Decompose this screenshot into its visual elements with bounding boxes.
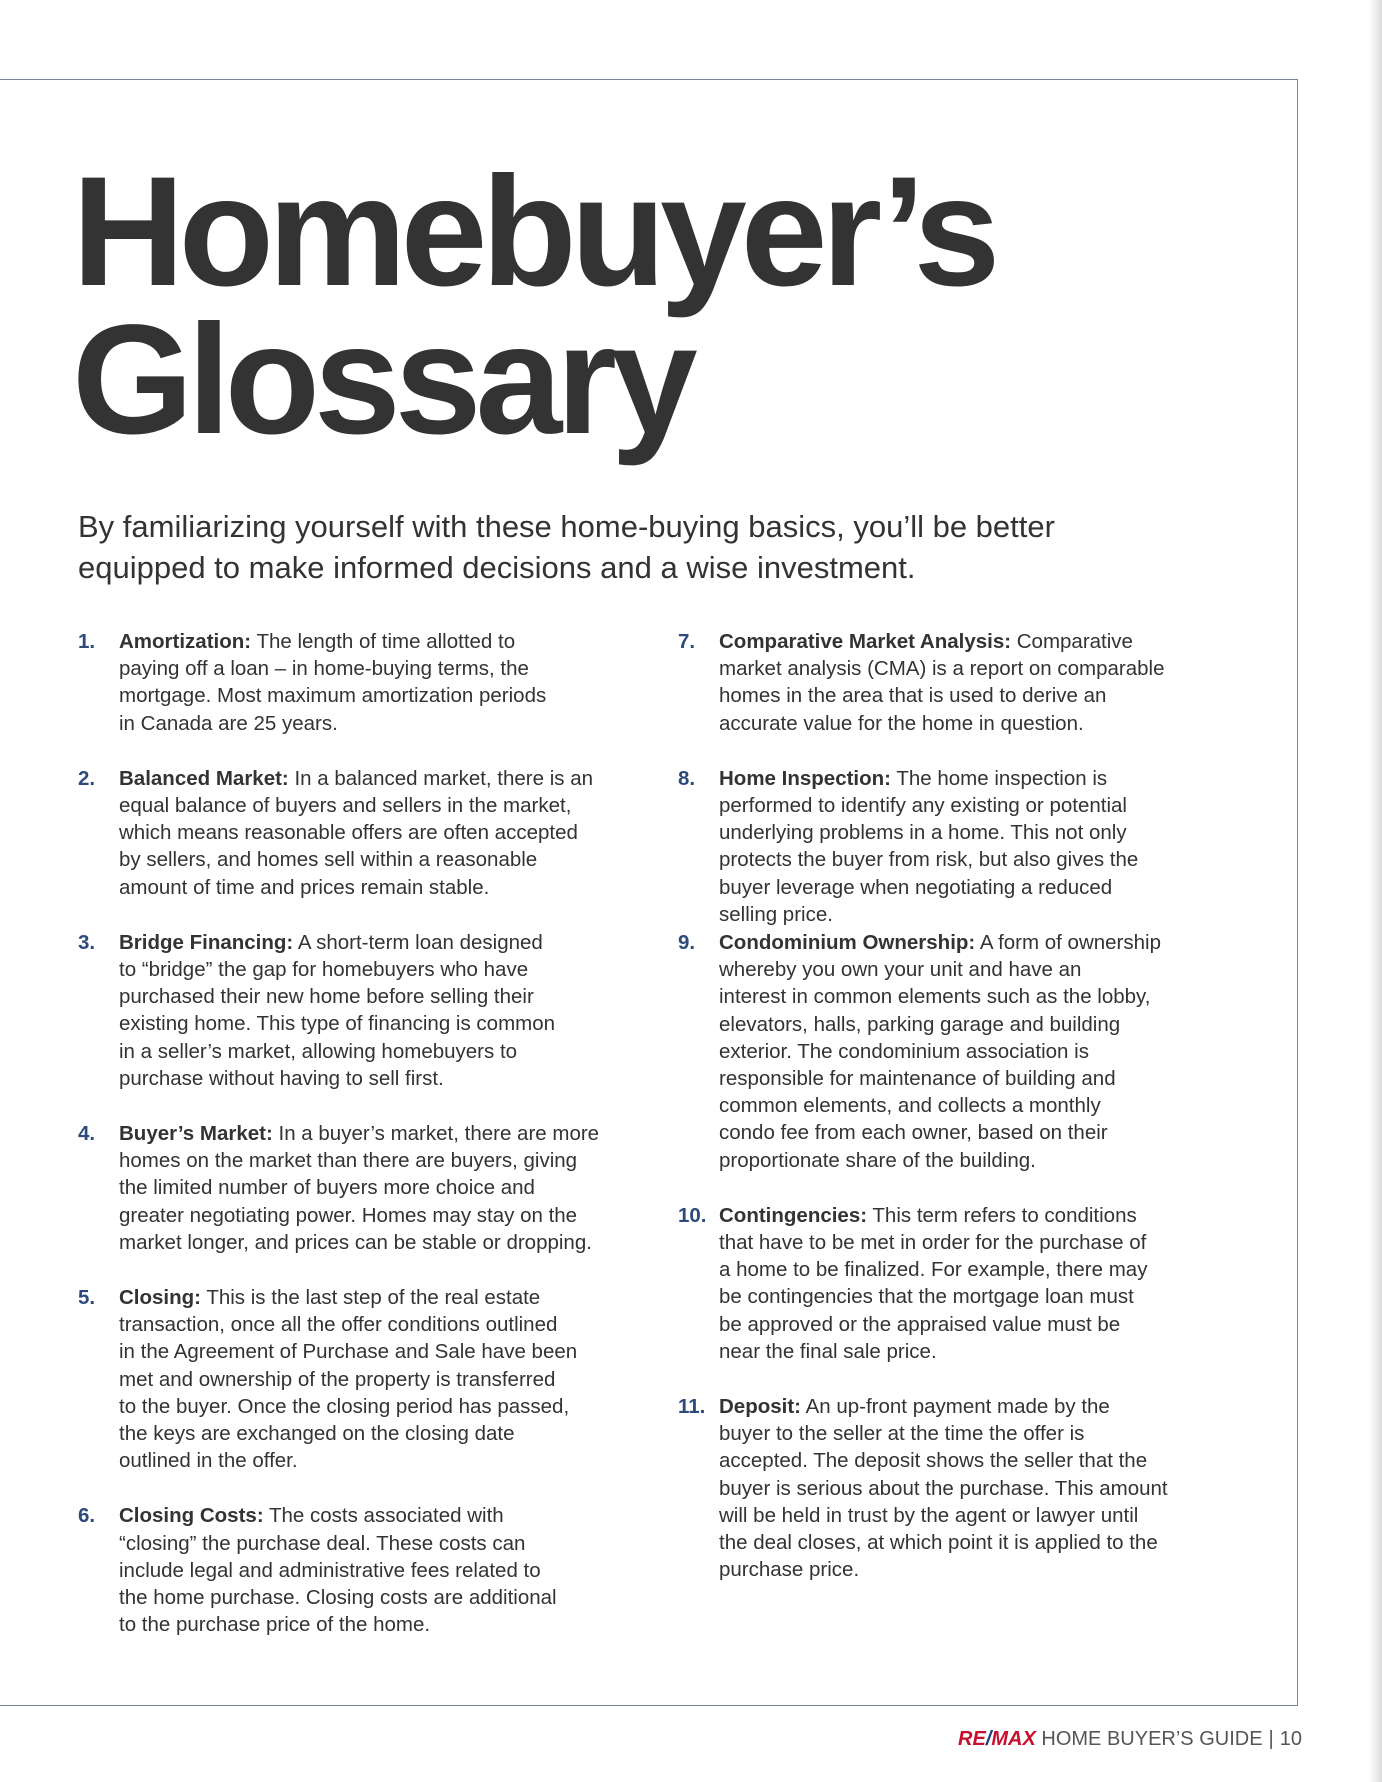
glossary-item-line xyxy=(119,929,638,956)
glossary-item-text: selling price. xyxy=(719,902,833,926)
glossary-item-line xyxy=(119,1038,638,1065)
glossary-item xyxy=(678,765,1238,928)
glossary-item-line xyxy=(119,846,638,873)
glossary-item-line xyxy=(719,929,1238,956)
glossary-item-term: Amortization: xyxy=(119,630,252,653)
glossary-item-line xyxy=(719,1447,1238,1474)
glossary-item-text: This term refers to conditions xyxy=(872,1203,1137,1227)
glossary-item-text: homes on the market than there are buyers, giving xyxy=(119,1149,578,1173)
glossary-item-line xyxy=(119,1366,638,1393)
page-title-line-1: Homebuyer’s xyxy=(72,145,995,319)
glossary-item-text: amount of time and prices remain stable. xyxy=(119,875,490,899)
glossary-item-text: buyer leverage when negotiating a reduced xyxy=(719,875,1113,899)
glossary-item-body xyxy=(119,1284,638,1474)
glossary-item-text: a home to be finalized. For example, there may xyxy=(719,1258,1148,1282)
glossary-item-term: Comparative Market Analysis: xyxy=(719,630,1012,653)
glossary-item-line xyxy=(719,874,1238,901)
intro-line-1: By familiarizing yourself with these home-buying basics, you’ll be better xyxy=(78,509,1055,544)
glossary-item-text: which means reasonable offers are often accepted xyxy=(119,821,578,845)
glossary-item-body xyxy=(719,765,1238,928)
glossary-item-text: buyer to the seller at the time the offer is xyxy=(719,1422,1085,1446)
glossary-item-body xyxy=(119,628,638,737)
glossary-item-text: condo fee from each owner, based on their xyxy=(719,1121,1108,1145)
glossary-item-text: In a buyer’s market, there are more xyxy=(278,1122,600,1146)
glossary-item-number: 9. xyxy=(678,931,696,955)
glossary-item-line xyxy=(119,682,638,709)
glossary-item-text: “closing” the purchase deal. These costs can xyxy=(119,1531,526,1555)
glossary-item-text: accepted. The deposit shows the seller that the xyxy=(719,1449,1148,1473)
glossary-item-text: market longer, and prices can be stable or dropping. xyxy=(119,1230,592,1254)
glossary-item-line xyxy=(119,1174,638,1201)
glossary-item-text: transaction, once all the offer conditions outlined xyxy=(119,1313,558,1337)
glossary-item-body xyxy=(119,1120,638,1256)
glossary-item-line xyxy=(119,1557,638,1584)
glossary-item-text: The costs associated with xyxy=(268,1504,504,1528)
glossary-item-text: be contingencies that the mortgage loan must xyxy=(719,1285,1134,1309)
remax-logo xyxy=(958,1728,1036,1750)
glossary-item-text: will be held in trust by the agent or lawyer until xyxy=(719,1503,1139,1527)
glossary-item-line xyxy=(719,1038,1238,1065)
glossary-item-text: exterior. The condominium association is xyxy=(719,1039,1089,1063)
glossary-item-text: the deal closes, at which point it is applied to the xyxy=(719,1531,1158,1555)
glossary-item-text: purchase price. xyxy=(719,1558,860,1582)
glossary-item-line xyxy=(719,1475,1238,1502)
glossary-item-text: met and ownership of the property is transferred xyxy=(119,1367,556,1391)
glossary-item-text: interest in common elements such as the lobby, xyxy=(719,985,1151,1009)
glossary-item-line xyxy=(719,846,1238,873)
intro-paragraph xyxy=(78,506,1228,588)
glossary-item-term: Home Inspection: xyxy=(719,766,891,790)
glossary-item-text: performed to identify any existing or potential xyxy=(719,794,1127,818)
glossary-item-text: underlying problems in a home. This not only xyxy=(719,821,1127,845)
glossary-item-term: Balanced Market: xyxy=(119,766,289,790)
glossary-item-line xyxy=(719,1229,1238,1256)
glossary-item-text: in Canada are 25 years. xyxy=(119,711,338,735)
footer-separator: | xyxy=(1268,1728,1274,1750)
logo-max: MAX xyxy=(991,1728,1036,1750)
glossary-item-line xyxy=(719,1092,1238,1119)
logo-slash: / xyxy=(985,1728,992,1750)
glossary-item-text: The home inspection is xyxy=(896,766,1108,790)
glossary-item-text: Comparative xyxy=(1016,630,1133,653)
glossary-item-text: accurate value for the home in question. xyxy=(719,711,1084,735)
glossary-item-text: purchased their new home before selling their xyxy=(119,985,534,1009)
glossary-item-text: A short-term loan designed xyxy=(297,930,543,954)
glossary-item-number: 1. xyxy=(78,630,96,653)
glossary-item-body xyxy=(119,929,638,1092)
glossary-item xyxy=(678,628,1238,737)
glossary-item-number: 10. xyxy=(678,1203,707,1227)
glossary-item-text: that have to be met in order for the purchase of xyxy=(719,1231,1147,1255)
glossary-item-line xyxy=(119,1338,638,1365)
glossary-item-text: outlined in the offer. xyxy=(119,1449,298,1473)
glossary-item-text: In a balanced market, there is an xyxy=(294,766,594,790)
glossary-item-term: Contingencies: xyxy=(719,1203,868,1227)
glossary-item-line xyxy=(719,765,1238,792)
glossary-item-number: 2. xyxy=(78,766,96,790)
glossary-item-line xyxy=(719,682,1238,709)
glossary-item-line xyxy=(119,874,638,901)
glossary-item-text: proportionate share of the building. xyxy=(719,1148,1036,1172)
glossary-item-line xyxy=(719,655,1238,682)
glossary-item-line xyxy=(719,956,1238,983)
glossary-item-line xyxy=(119,1202,638,1229)
glossary-item-term: Condominium Ownership: xyxy=(719,931,976,955)
glossary-item-text: to “bridge” the gap for homebuyers who have xyxy=(119,958,529,982)
logo-re: RE xyxy=(958,1728,986,1750)
glossary-item xyxy=(78,1120,638,1256)
glossary-item-line xyxy=(719,792,1238,819)
footer-page-number: 10 xyxy=(1279,1728,1302,1750)
glossary-item-text: equal balance of buyers and sellers in the market, xyxy=(119,794,572,818)
glossary-item-number: 3. xyxy=(78,930,96,954)
glossary-item-text: mortgage. Most maximum amortization periods xyxy=(119,684,547,708)
glossary-item-body xyxy=(719,1202,1238,1365)
glossary-item-number: 6. xyxy=(78,1504,96,1528)
glossary-item-line xyxy=(719,1556,1238,1583)
glossary-item-text: buyer is serious about the purchase. This amount xyxy=(719,1476,1168,1500)
glossary-item-line xyxy=(119,1530,638,1557)
glossary-item xyxy=(678,1393,1238,1583)
glossary-item-text: greater negotiating power. Homes may stay on the xyxy=(119,1203,578,1227)
glossary-item-text: responsible for maintenance of building and xyxy=(719,1067,1116,1091)
glossary-item-text: existing home. This type of financing is common xyxy=(119,1012,556,1036)
glossary-item-line xyxy=(719,1065,1238,1092)
footer-guide-title: HOME BUYER’S GUIDE xyxy=(1041,1728,1263,1750)
glossary-item-line xyxy=(119,1502,638,1529)
glossary-item-text: to the buyer. Once the closing period has passed, xyxy=(119,1394,570,1418)
glossary-item-term: Closing Costs: xyxy=(119,1504,264,1528)
glossary-item-line xyxy=(719,1338,1238,1365)
glossary-item-line xyxy=(119,819,638,846)
glossary-item-line xyxy=(119,1393,638,1420)
glossary-item-line xyxy=(719,710,1238,737)
glossary-item-line xyxy=(119,1229,638,1256)
glossary-item-line xyxy=(119,655,638,682)
glossary-item-line xyxy=(119,1147,638,1174)
glossary-item-line xyxy=(119,983,638,1010)
glossary-item-text: common elements, and collects a monthly xyxy=(719,1094,1101,1118)
glossary-item-line xyxy=(119,710,638,737)
glossary-item-text: whereby you own your unit and have an xyxy=(719,958,1082,982)
glossary-item-body xyxy=(119,765,638,901)
glossary-item-line xyxy=(719,1202,1238,1229)
glossary-item-line xyxy=(119,1447,638,1474)
glossary-item-line xyxy=(719,983,1238,1010)
glossary-column-right xyxy=(678,628,1238,1584)
glossary-item-text: paying off a loan – in home-buying terms, the xyxy=(119,657,529,681)
glossary-item xyxy=(678,929,1238,1174)
glossary-item-line xyxy=(719,628,1238,655)
glossary-item-line xyxy=(719,1502,1238,1529)
glossary-item-line xyxy=(119,956,638,983)
glossary-item-text: by sellers, and homes sell within a reasonable xyxy=(119,848,538,872)
glossary-item xyxy=(78,929,638,1092)
glossary-item xyxy=(78,1502,638,1638)
glossary-item-line xyxy=(719,1011,1238,1038)
glossary-item-line xyxy=(119,765,638,792)
glossary-item-text: in the Agreement of Purchase and Sale have been xyxy=(119,1340,578,1364)
glossary-item-text: The length of time allotted to xyxy=(256,630,516,653)
glossary-item-line xyxy=(719,1420,1238,1447)
glossary-item-line xyxy=(119,1311,638,1338)
glossary-item xyxy=(78,1284,638,1474)
glossary-item-text: near the final sale price. xyxy=(719,1339,937,1363)
intro-line-2: equipped to make informed decisions and a wise investment. xyxy=(78,550,916,585)
glossary-item-number: 7. xyxy=(678,630,696,653)
glossary-item-term: Bridge Financing: xyxy=(119,930,294,954)
page-edge-shadow xyxy=(1368,0,1382,1782)
glossary-item-line xyxy=(719,819,1238,846)
glossary-item xyxy=(78,628,638,737)
glossary-item-line xyxy=(719,901,1238,928)
glossary-item-text: A form of ownership xyxy=(979,931,1161,955)
glossary-item-text: purchase without having to sell first. xyxy=(119,1066,444,1090)
glossary-item-term: Buyer’s Market: xyxy=(119,1122,273,1146)
page-footer xyxy=(958,1728,1302,1751)
glossary-item-line xyxy=(719,1119,1238,1146)
glossary-item-line xyxy=(719,1283,1238,1310)
glossary-item-text: the home purchase. Closing costs are additional xyxy=(119,1586,557,1610)
glossary-item-line xyxy=(719,1256,1238,1283)
glossary-item-line xyxy=(119,1420,638,1447)
glossary-item-text: This is the last step of the real estate xyxy=(206,1286,541,1310)
glossary-item-body xyxy=(119,1502,638,1638)
glossary-column-left xyxy=(78,628,638,1639)
glossary-item-text: An up-front payment made by the xyxy=(805,1395,1110,1419)
glossary-item-text: include legal and administrative fees related to xyxy=(119,1558,541,1582)
glossary-item xyxy=(78,765,638,901)
glossary-item-line xyxy=(719,1311,1238,1338)
glossary-item-line xyxy=(119,1611,638,1638)
glossary-item xyxy=(678,1202,1238,1365)
glossary-item-text: market analysis (CMA) is a report on comparable xyxy=(719,657,1165,681)
glossary-item-body xyxy=(719,628,1238,737)
glossary-item-number: 4. xyxy=(78,1122,96,1146)
glossary-item-line xyxy=(719,1147,1238,1174)
glossary-item-text: protects the buyer from risk, but also gives the xyxy=(719,848,1139,872)
glossary-item-number: 11. xyxy=(678,1395,706,1419)
glossary-item-term: Closing: xyxy=(119,1286,201,1310)
glossary-item-text: be approved or the appraised value must be xyxy=(719,1312,1121,1336)
glossary-item-line xyxy=(119,628,638,655)
glossary-item-text: elevators, halls, parking garage and building xyxy=(719,1012,1121,1036)
glossary-item-body xyxy=(719,929,1238,1174)
glossary-item-line xyxy=(719,1529,1238,1556)
glossary-item-text: homes in the area that is used to derive an xyxy=(719,684,1107,708)
glossary-item-line xyxy=(719,1393,1238,1420)
glossary-item-text: to the purchase price of the home. xyxy=(119,1613,431,1637)
glossary-item-body xyxy=(719,1393,1238,1583)
glossary-item-text: the limited number of buyers more choice and xyxy=(119,1176,535,1200)
glossary-item-term: Deposit: xyxy=(719,1395,801,1419)
glossary-item-text: the keys are exchanged on the closing date xyxy=(119,1422,515,1446)
glossary-item-text: in a seller’s market, allowing homebuyers to xyxy=(119,1039,518,1063)
page-title-line-2: Glossary xyxy=(72,293,692,467)
glossary-item-line xyxy=(119,1065,638,1092)
page-title xyxy=(72,145,995,467)
glossary-item-line xyxy=(119,792,638,819)
glossary-item-line xyxy=(119,1010,638,1037)
glossary-item-number: 5. xyxy=(78,1286,96,1310)
glossary-item-line xyxy=(119,1584,638,1611)
glossary-item-number: 8. xyxy=(678,766,696,790)
glossary-item-line xyxy=(119,1120,638,1147)
glossary-item-line xyxy=(119,1284,638,1311)
